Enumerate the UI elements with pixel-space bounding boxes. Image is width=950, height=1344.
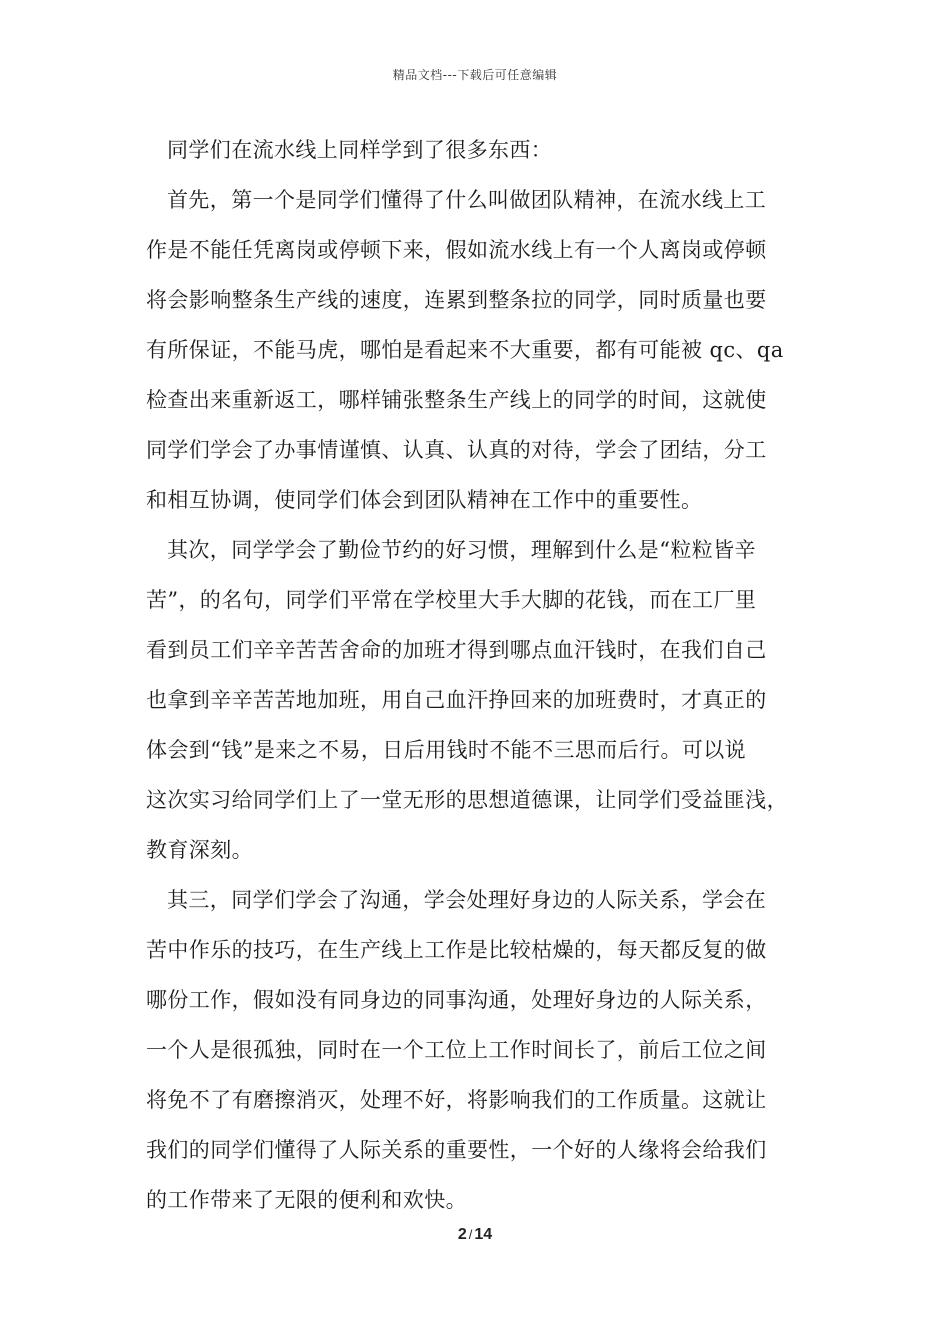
paragraph-line: 一个人是很孤独，同时在一个工位上工作时间长了，前后工位之间	[146, 1038, 767, 1062]
paragraph-line: 首先，第一个是同学们懂得了什么叫做团队精神，在流水线上工	[167, 188, 767, 212]
paragraph-line: 体会到“钱”是来之不易，日后用钱时不能不三思而后行。可以说	[146, 738, 747, 762]
paragraph-line: 这次实习给同学们上了一堂无形的思想道德课，让同学们受益匪浅，	[146, 788, 788, 812]
paragraph-line: 也拿到辛辛苦苦地加班，用自己血汗挣回来的加班费时，才真正的	[146, 688, 767, 712]
page-number	[0, 1226, 950, 1244]
paragraph-line: 有所保证，不能马虎，哪怕是看起来不大重要，都有可能被 qc、qa	[146, 338, 784, 362]
current-page: 2	[457, 1226, 467, 1243]
paragraph-line: 将免不了有磨擦消灭，处理不好，将影响我们的工作质量。这就让	[146, 1088, 767, 1112]
paragraph-line: 同学们学会了办事情谨慎、认真、认真的对待，学会了团结，分工	[146, 438, 767, 462]
paragraph-line: 苦”，的名句，同学们平常在学校里大手大脚的花钱，而在工厂里	[146, 588, 757, 612]
paragraph-line: 其三，同学们学会了沟通，学会处理好身边的人际关系，学会在	[167, 888, 767, 912]
paragraph-line: 其次，同学学会了勤俭节约的好习惯，理解到什么是“粒粒皆辛	[167, 538, 756, 562]
paragraph-line: 哪份工作，假如没有同身边的同事沟通，处理好身边的人际关系，	[146, 988, 767, 1012]
page-header: 精品文档---下载后可任意编辑	[392, 68, 558, 82]
paragraph-line: 教育深刻。	[146, 838, 253, 862]
total-pages: 14	[474, 1226, 493, 1243]
paragraph-line: 和相互协调，使同学们体会到团队精神在工作中的重要性。	[146, 488, 703, 512]
paragraph-line: 看到员工们辛辛苦苦舍命的加班才得到哪点血汗钱时，在我们自己	[146, 638, 767, 662]
paragraph-line: 的工作带来了无限的便利和欢快。	[146, 1188, 467, 1212]
paragraph-line: 苦中作乐的技巧，在生产线上工作是比较枯燥的，每天都反复的做	[146, 938, 767, 962]
paragraph-line: 同学们在流水线上同样学到了很多东西：	[167, 138, 553, 162]
paragraph-line: 检查出来重新返工，哪样铺张整条生产线上的同学的时间，这就使	[146, 388, 767, 412]
paragraph-line: 我们的同学们懂得了人际关系的重要性，一个好的人缘将会给我们	[146, 1138, 767, 1162]
paragraph-line: 将会影响整条生产线的速度，连累到整条拉的同学，同时质量也要	[146, 288, 767, 312]
page-separator: /	[468, 1227, 473, 1242]
paragraph-line: 作是不能任凭离岗或停顿下来，假如流水线上有一个人离岗或停顿	[146, 238, 767, 262]
document-body	[146, 125, 818, 1225]
